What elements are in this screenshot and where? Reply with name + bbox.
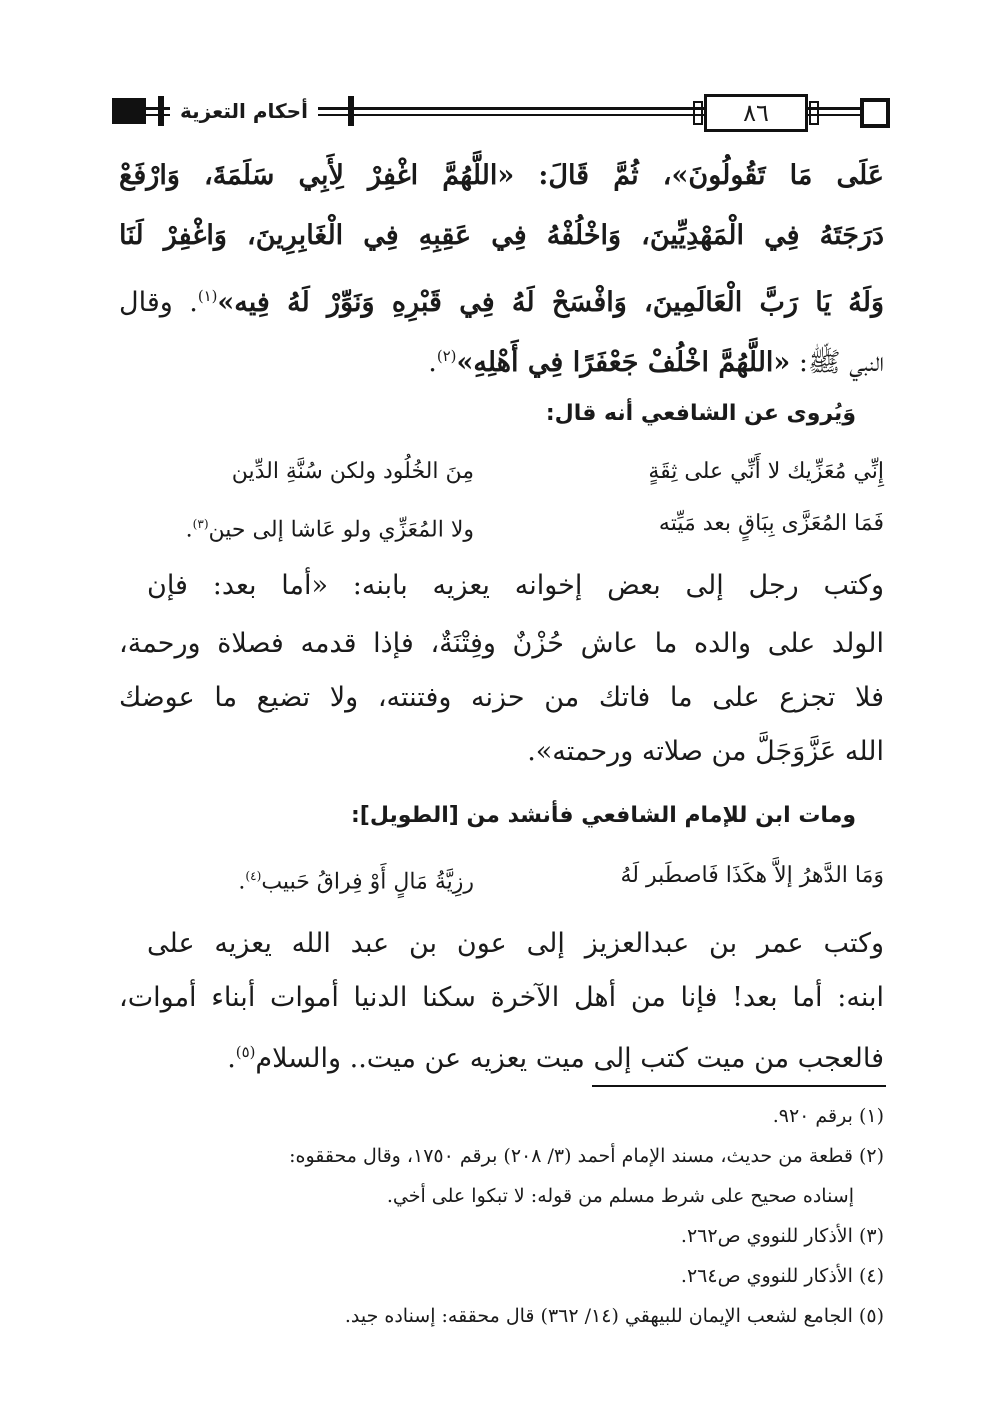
footnote: إسناده صحيح على شرط مسلم من قوله: لا تبكوا على أخي.	[386, 1185, 854, 1207]
body-line: عَلَى مَا تَقُولُونَ»، ثُمَّ قَالَ: «اللَّهُمَّ اغْفِرْ لِأَبِي سَلَمَةَ، وَارْفَعْ	[119, 160, 884, 191]
footnote-ref: (٥)	[235, 1043, 256, 1061]
body-line: وكتب رجل إلى بعض إخوانه يعزيه بابنه: «أما بعد: فإن	[147, 570, 884, 601]
footnote: (٢) قطعة من حديث، مسند الإمام أحمد (٣/ ٢٠٨) برقم ١٧٥٠، وقال محققوه:	[289, 1145, 884, 1167]
verse-hemistich: وَمَا الدَّهرُ إلاَّ هكَذَا فَاصطَبر لَهُ	[620, 863, 884, 888]
body-line: الولد على والده ما عاش حُزْنٌ وفِتْنَةٌ، فإذا قدمه فصلاة ورحمة،	[119, 628, 884, 659]
verse-hemistich: رزِيَّةُ مَالٍ أَوْ فِراقُ حَبيب$^{(٤)}$.	[238, 869, 474, 895]
body-line: فالعجب من ميت كتب إلى ميت يعزيه عن ميت.. والسلام$^{(٥)}$.	[227, 1043, 884, 1074]
body-line: النبي ﷺ: «اللَّهُمَّ اخْلُفْ جَعْفَرًا فِي أَهْلِهِ»$^{(٢)}$.	[428, 347, 884, 378]
verse-hemistich: إِنِّي مُعَزِّيك لا أَنِّي على ثِقَةٍ	[648, 459, 884, 484]
footnote-ref: (٣)	[192, 517, 209, 531]
footnote: (٤) الأذكار للنووي ص٢٦٤.	[680, 1265, 884, 1287]
header-ornament-right	[860, 98, 890, 128]
header-bar-ornament	[158, 96, 164, 126]
page-header	[112, 92, 890, 138]
footnote: (٣) الأذكار للنووي ص٢٦٢.	[680, 1225, 884, 1247]
body-line: ابنه: أما بعد! فإنا من أهل الآخرة سكنا الدنيا أموات أبناء أموات،	[119, 982, 884, 1013]
body-line: وكتب عمر بن عبدالعزيز إلى عون بن عبد الله يعزيه على	[147, 928, 884, 959]
footnote-ref: (٤)	[245, 869, 262, 883]
verse-hemistich: فَمَا المُعَزَّى بِبَاقٍ بعد مَيِّته	[658, 511, 884, 536]
body-line: الله عَزَّوَجَلَّ من صلاته ورحمته».	[527, 736, 884, 767]
footnote-ref: (١)	[197, 287, 218, 305]
section-heading: وَيُروى عن الشافعي أنه قال:	[545, 401, 856, 426]
verse-hemistich: مِنَ الخُلُود ولكن سُنَّةِ الدِّين	[231, 459, 474, 484]
verse-hemistich: ولا المُعَزِّي ولو عَاشا إلى حين$^{(٣)}$.	[185, 517, 474, 543]
section-heading: ومات ابن للإمام الشافعي فأنشد من [الطويل]:	[351, 803, 856, 828]
body-line: دَرَجَتَهُ فِي الْمَهْدِيِّينَ، وَاخْلُفْهُ فِي عَقِبِهِ فِي الْغَابِرِينَ، وَاغْفِرْ لَنَا	[119, 220, 884, 251]
footnote: (٥) الجامع لشعب الإيمان للبيهقي (١٤/ ٣٦٢) قال محققه: إسناده جيد.	[344, 1305, 884, 1327]
page-number: ٨٦	[704, 94, 808, 132]
body-line: فلا تجزع على ما فاتك من حزنه وفتنته، ولا تضيع ما عوضك	[119, 682, 884, 713]
body-line: وَلَهُ يَا رَبَّ الْعَالَمِينَ، وَافْسَحْ لَهُ فِي قَبْرِهِ وَنَوِّرْ لَهُ فِيه»$^{(١)}$. وقال	[119, 287, 884, 318]
footnote: (١) برقم ٩٢٠.	[772, 1105, 884, 1127]
footnote-separator	[592, 1085, 886, 1087]
running-title: أحكام التعزية	[170, 92, 318, 130]
header-bar-ornament	[348, 96, 354, 126]
footnote-ref: (٢)	[436, 347, 457, 365]
header-ornament-left	[112, 98, 146, 124]
